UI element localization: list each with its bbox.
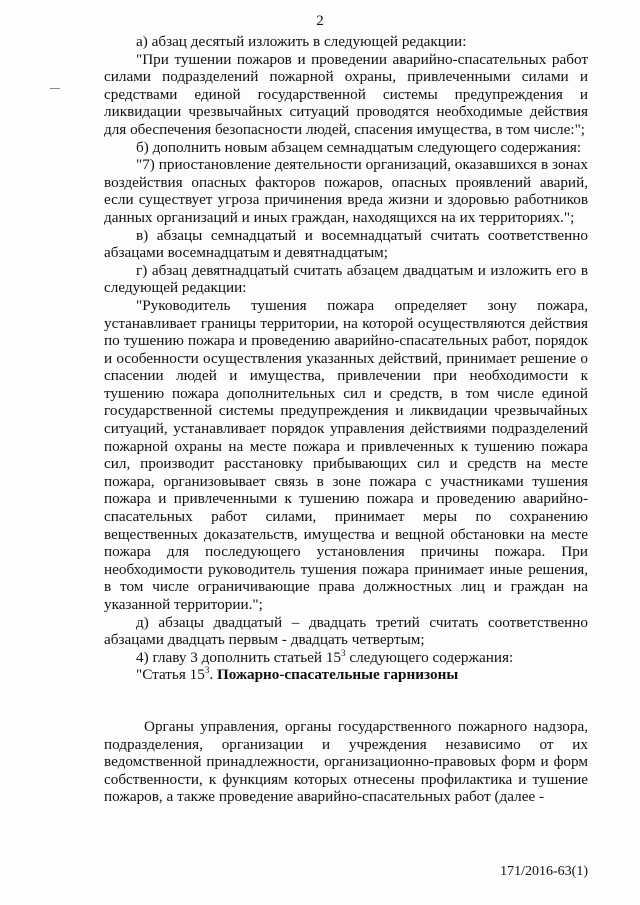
document-body [104,33,588,806]
paragraph-b: б) дополнить новым абзацем семнадцатым следующего содержания: [136,138,582,156]
spacer [104,701,588,718]
article-title-text: Пожарно-спасательные гарнизоны [216,666,459,684]
article-prefix: "Статья 15 [136,666,205,684]
paragraph-d: д) абзацы двадцатый – двадцать третий считать соответственно абзацами двадцать первым - двадцать четвертым; [104,613,588,649]
article-title [104,666,588,684]
paragraph-v: в) абзацы семнадцатый и восемнадцатый считать соответственно абзацами восемнадцатым и девятнадцатым; [104,226,588,262]
paragraph-chapter-3 [104,649,588,667]
chapter-line-after: следующего содержания: [345,648,514,666]
article-sup: 3 [204,665,210,676]
chapter-line-before: 4) главу 3 дополнить статьей 15 [136,648,342,666]
paragraph-quote-1: "При тушении пожаров и проведении аварийно-спасательных работ силами подразделений пожарной охраны, привлеченными силами и средствами единой государственной системы предупреждения и ликвидации чрезвычайных ситуаций проводятся необходимые действия для обеспечения безопасности людей, спасения имущества, в том числе:"; [104,50,588,138]
chapter-line-sup: 3 [341,647,346,658]
margin-mark [50,88,60,89]
article-dot: . [209,666,217,684]
document-number: 171/2016-63(1) [500,864,588,879]
paragraph-final: Органы управления, органы государственного пожарного надзора, подразделения, организации и учреждения независимо от их ведомственной принадлежности, организационно-правовых форм и форм собственности, к функциям которых отнесены профилактика и тушение пожаров, а также проведение аварийно-спасательных работ (далее - [104,717,588,806]
paragraph-quote-rukovoditel: "Руководитель тушения пожара определяет зону пожара, устанавливает границы территории, на которой осуществляются действия по тушению пожара и проведению аварийно-спасательных работ, порядок и особенности осуществления указанных действий, принимает решение о спасении людей и имущества, привлечении при необходимости к тушению пожара дополнительных сил и средств, в том числе единой государственной системы предупреждения и ликвидации чрезвычайных ситуаций, устанавливает порядок управления действиями подразделений пожарной охраны на месте пожара и привлеченных к тушению пожара сил, производит расстановку прибывающих сил и средств на месте пожара, организовывает связь в зоне пожара с участниками тушения пожара и привлеченными к тушению пожара и проведению аварийно-спасательных работ силами, принимает меры по сохранению вещественных доказательств, имущества и вещной обстановки на месте пожара для последующего установления причины пожара. При необходимости руководитель тушения пожара принимает иные решения, в том числе ограничивающие права должностных лиц и граждан на указанной территории."; [104,296,588,613]
paragraph-a: а) абзац десятый изложить в следующей редакции: [136,33,467,50]
paragraph-g: г) абзац девятнадцатый считать абзацем двадцатым и изложить его в следующей редакции: [104,261,588,297]
spacer [104,684,588,701]
page-number: 2 [316,13,324,29]
paragraph-quote-7: "7) приостановление деятельности организаций, оказавшихся в зонах воздействия опасных факторов пожаров, опасных проявлений аварий, если существует угроза причинения вреда жизни и здоровью работников данных организаций и иных граждан, находящихся на их территориях."; [104,156,588,226]
